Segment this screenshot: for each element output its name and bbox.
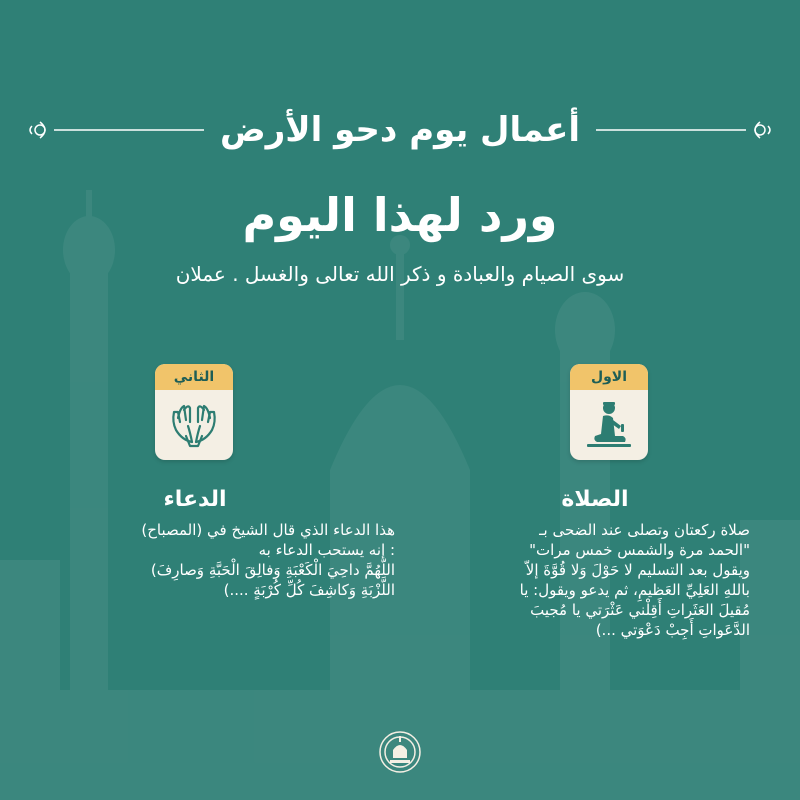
prayer-line: الدَّعَواتِ أَجِبْ دَعْوَتي ...) <box>595 621 750 639</box>
shrine-seal-logo <box>376 722 424 782</box>
ornament-right-icon <box>594 118 774 142</box>
prayer-line: ويقول بعد التسليم لا حَوْلَ وَلا قُوَّةَ إلاّ <box>525 561 750 579</box>
prayer-line: مُقيلَ العَثَراتِ أَقِلْني عَثْرَتي يا مُجيبَ <box>530 601 750 619</box>
supplication-text <box>50 520 395 600</box>
supplication-line: : إنه يستحب الدعاء به <box>258 541 395 559</box>
subtitle: ورد لهذا اليوم <box>242 188 558 242</box>
supplication-line: هذا الدعاء الذي قال الشيخ في (المصباح) <box>141 521 395 539</box>
praying-person-icon <box>579 396 639 456</box>
prayer-line: باللهِ العَلِيِّ العَظيمِ، ثم يدعو ويقول: يا <box>519 581 750 599</box>
ornament-left-icon <box>26 118 206 142</box>
prayer-line: صلاة ركعتان وتصلى عند الضحى بـ <box>539 521 750 539</box>
page-title: أعمال يوم دحو الأرض <box>219 110 580 150</box>
heading-prayer: الصلاة <box>561 487 629 512</box>
badge-second: الثاني <box>155 364 233 390</box>
title-row <box>0 105 800 155</box>
praying-hands-icon <box>164 396 224 456</box>
badge-first: الاول <box>570 364 648 390</box>
prayer-text <box>420 520 750 640</box>
card-first <box>570 364 648 460</box>
card-second <box>155 364 233 460</box>
tagline: سوى الصيام والعبادة و ذكر الله تعالى والغسل . عملان <box>175 262 625 286</box>
supplication-line: اللَّزْبَةِ وَكاشِفَ كُلِّ كُرْبَةٍ ....) <box>223 581 395 599</box>
prayer-line: "الحمد مرة والشمس خمس مرات" <box>529 541 750 559</box>
heading-supplication: الدعاء <box>163 487 227 512</box>
supplication-line: اللّهُمَّ داحِيَ الْكَعْبَةِ وَفالِقَ الْحَبَّةِ وَصارِفَ) <box>150 561 395 579</box>
